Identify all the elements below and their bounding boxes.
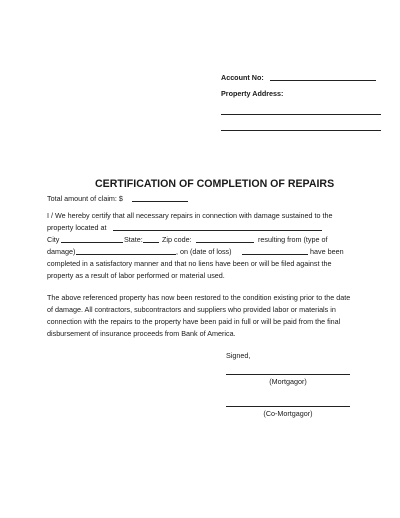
mortgagor-label: (Mortgagor)	[269, 377, 307, 386]
property-located-label: property located at	[47, 223, 107, 232]
damage-type-field[interactable]	[76, 254, 176, 255]
claim-amount-field[interactable]	[132, 201, 188, 202]
certify-line-6: property as a result of labor performed or material used.	[47, 271, 225, 280]
co-mortgagor-signature-line[interactable]	[226, 406, 350, 407]
zip-label: Zip code:	[162, 235, 192, 244]
document-title: CERTIFICATION OF COMPLETION OF REPAIRS	[95, 178, 335, 190]
signed-label: Signed,	[226, 351, 251, 360]
certify-line-1: I / We hereby certify that all necessary repairs in connection with damage sustained to the	[47, 211, 333, 220]
damage-label: damage)	[47, 247, 76, 256]
certify-line-5: completed in a satisfactory manner and that no liens have been or will be filed against the	[47, 259, 332, 268]
have-been-label: have been	[310, 247, 344, 256]
account-no-label: Account No:	[221, 73, 264, 82]
restored-line-4: disbursement of insurance proceeds from Bank of America.	[47, 329, 236, 338]
property-address-line-1[interactable]	[221, 114, 381, 115]
co-mortgagor-label: (Co-Mortgagor)	[263, 409, 313, 418]
restored-line-2: of damage. All contractors, subcontractors and suppliers who provided labor or materials in	[47, 305, 336, 314]
city-field[interactable]	[61, 242, 123, 243]
claim-amount-label: Total amount of claim: $	[47, 194, 123, 203]
city-label: City	[47, 235, 60, 244]
zip-field[interactable]	[196, 242, 254, 243]
property-address-line-2[interactable]	[221, 130, 381, 131]
property-located-field[interactable]	[113, 230, 322, 231]
resulting-from-label: resulting from (type of	[258, 235, 328, 244]
date-of-loss-label: , on (date of loss)	[176, 247, 232, 256]
restored-line-1: The above referenced property has now been restored to the condition existing prior to the date	[47, 293, 351, 302]
state-field[interactable]	[143, 242, 159, 243]
restored-line-3: connection with the repairs to the property have been paid in full or will be paid from the final	[47, 317, 341, 326]
mortgagor-signature-line[interactable]	[226, 374, 350, 375]
account-no-field[interactable]	[270, 80, 376, 81]
property-address-label: Property Address:	[221, 89, 284, 98]
date-of-loss-field[interactable]	[242, 254, 308, 255]
state-label: State:	[124, 235, 143, 244]
